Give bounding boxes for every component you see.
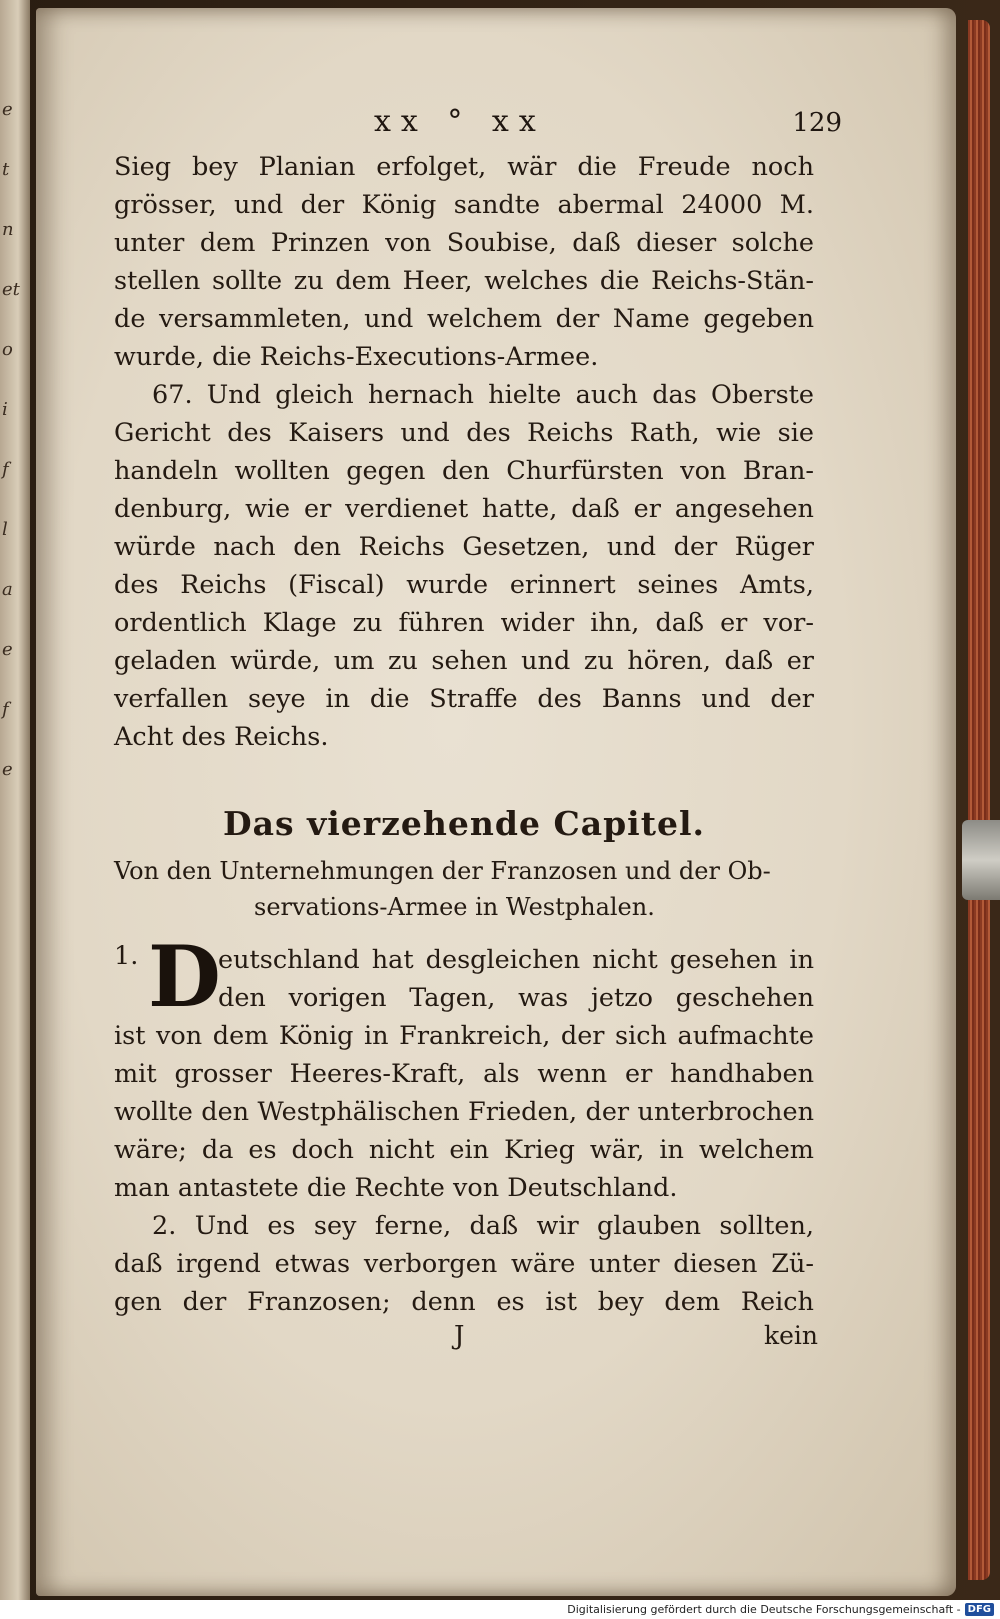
text-line: man antastete die Rechte von Deutschland.	[114, 1173, 678, 1203]
book-clasp	[962, 820, 1000, 900]
previous-page-edge-letters	[2, 80, 28, 800]
catchword: kein	[763, 1321, 818, 1350]
edge-letter: e	[2, 99, 13, 120]
text-line: gen der Franzosen; denn es ist bey dem Reich	[114, 1287, 814, 1317]
text-line: handeln wollten gegen den Churfürsten von Bran-	[114, 456, 814, 486]
page-text-block	[114, 104, 842, 1361]
paragraph-1	[114, 927, 814, 1207]
text-line: wollte den Westphälischen Frieden, der unterbrochen	[114, 1097, 814, 1127]
footer-credit-text: Digitalisierung gefördert durch die Deutsche Forschungsgemeinschaft -	[567, 1603, 961, 1616]
dfg-logo: DFG	[965, 1603, 994, 1616]
signature-mark: J	[454, 1321, 465, 1351]
text-line: wurde, die Reichs-Executions-Armee.	[114, 342, 599, 372]
paragraph-2	[114, 1207, 814, 1321]
text-line: 67. Und gleich hernach hielte auch das Oberste	[152, 380, 814, 410]
page-foot-row	[114, 1321, 818, 1361]
text-line: verfallen seye in die Straffe des Banns und der	[114, 684, 814, 714]
text-line: de versammleten, und welchem der Name gegeben	[114, 304, 814, 334]
paragraph-67	[114, 376, 814, 756]
paragraph-number: 1.	[114, 941, 139, 971]
page-number: 129	[792, 108, 842, 138]
text-line: ordentlich Klage zu führen wider ihn, daß er vor-	[114, 608, 814, 638]
text-line: Acht des Reichs.	[114, 722, 329, 752]
previous-page-edge	[0, 0, 30, 1600]
edge-letter: t	[2, 159, 10, 180]
drop-cap-initial: D	[148, 927, 221, 1026]
text-line: 2. Und es sey ferne, daß wir glauben sollten,	[152, 1211, 814, 1241]
text-line: eutschland hat desgleichen nicht gesehen in	[218, 945, 814, 975]
text-line: wäre; da es doch nicht ein Krieg wär, in welchem	[114, 1135, 814, 1165]
text-line: grösser, und der König sandte abermal 24000 M.	[114, 190, 814, 220]
edge-letter: f	[2, 459, 9, 480]
edge-letter: l	[2, 519, 8, 540]
text-line: des Reichs (Fiscal) wurde erinnert seines Amts,	[114, 570, 814, 600]
digitization-footer	[0, 1600, 1000, 1619]
edge-letter: i	[2, 399, 8, 420]
text-line: Gericht des Kaisers und des Reichs Rath, wie sie	[114, 418, 814, 448]
chapter-subtitle: Von den Unternehmungen der Franzosen und der Ob-	[114, 857, 771, 885]
text-line: stellen sollte zu dem Heer, welches die Reichs-Stän-	[114, 266, 814, 296]
text-line: mit grosser Heeres-Kraft, als wenn er handhaben	[114, 1059, 814, 1089]
edge-letter: o	[2, 339, 13, 360]
edge-letter: et	[2, 279, 20, 300]
text-line: unter dem Prinzen von Soubise, daß dieser solche	[114, 228, 814, 258]
text-line: würde nach den Reichs Gesetzen, und der Rüger	[114, 532, 814, 562]
edge-letter: n	[2, 219, 14, 240]
text-line: geladen würde, um zu sehen und zu hören, daß er	[114, 646, 814, 676]
edge-letter: a	[2, 579, 13, 600]
edge-letter: e	[2, 639, 13, 660]
edge-letter: f	[2, 699, 9, 720]
paragraph-continued	[114, 148, 814, 376]
header-ornament: xx ° xx	[374, 104, 546, 139]
text-line: denburg, wie er verdienet hatte, daß er angesehen	[114, 494, 814, 524]
text-line: den vorigen Tagen, was jetzo geschehen	[218, 983, 814, 1013]
text-line: ist von dem König in Frankreich, der sich aufmachte	[114, 1021, 814, 1051]
chapter-subtitle: servations-Armee in Westphalen.	[254, 893, 655, 921]
book-fore-edge	[968, 20, 990, 1580]
book-page	[36, 8, 956, 1596]
edge-letter: e	[2, 759, 13, 780]
chapter-title: Das vierzehende Capitel.	[223, 804, 705, 843]
page-header	[114, 104, 842, 148]
text-line: daß irgend etwas verborgen wäre unter diesen Zü-	[114, 1249, 814, 1279]
text-line: Sieg bey Planian erfolget, wär die Freude noch	[114, 152, 814, 182]
